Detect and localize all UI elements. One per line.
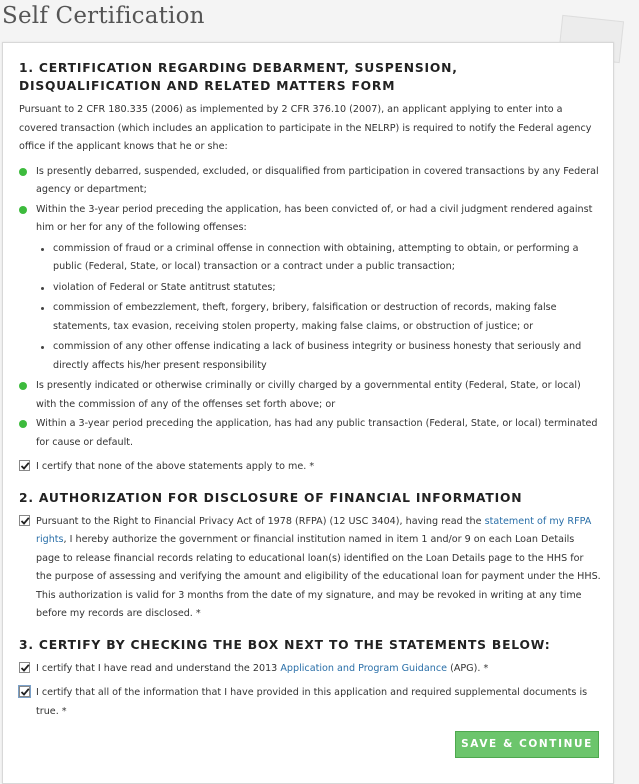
sub-bullet-text: violation of Federal or State antitrust statutes; [53,281,276,293]
rfpa-text-before: Pursuant to the Right to Financial Privacy Act of 1978 (RFPA) (12 USC 3404), having read the [36,515,485,527]
certify-none-row [19,458,601,477]
list-item [19,415,601,452]
list-item [36,338,601,375]
section1-heading: 1. CERTIFICATION REGARDING DEBARMENT, SUSPENSION, DISQUALIFICATION AND RELATED MATTERS FORM [19,61,458,93]
list-item [36,279,601,298]
section1-intro: Pursuant to 2 CFR 180.335 (2006) as implemented by 2 CFR 376.10 (2007), an applicant applying to enter into a covered transaction (which includes an application to participate in the NELRP) is required to notify the Federal agency office if the applicant knows that he or she: [19,104,592,152]
sub-bullet-text: commission of fraud or a criminal offense in connection with obtaining, attempting to obtain, or performing a public (Federal, State, or local) transaction or a contract under a public transaction; [53,242,579,272]
info-true-row [19,684,601,721]
certification-card [2,42,614,784]
sub-bullet-icon [41,307,44,310]
list-item [19,201,601,376]
info-true-label: I certify that all of the information that I have provided in this application and required supplemental documents is true. * [36,687,588,717]
rfpa-rights-link[interactable]: statement of my RFPA rights [36,515,592,545]
bullet-text: Is presently indicated or otherwise criminally or civilly charged by a governmental entity (Federal, State, or local) with the commission of any of the offenses set forth above; or [36,380,581,410]
rfpa-authorization-text [36,513,601,624]
list-item [36,240,601,277]
save-continue-button[interactable]: SAVE & CONTINUE [455,731,599,758]
list-item [19,163,601,200]
green-bullet-icon [19,420,27,428]
section3-heading: 3. CERTIFY BY CHECKING THE BOX NEXT TO THE STATEMENTS BELOW: [19,637,551,652]
bullet-text: Is presently debarred, suspended, excluded, or disqualified from participation in covered transactions by any Federal agency or department; [36,165,599,195]
sub-bullet-text: commission of any other offense indicating a lack of business integrity or business honesty that seriously and directly affects his/her present responsibility [53,341,582,371]
checkmark-icon [20,461,30,471]
rfpa-text-after: , I hereby authorize the government or financial institution named in item 1 and/or 9 on each Loan Details page to release financial records relating to educational loan(s) identified on the Loan Details page to the HHS for the purpose of assessing and verifying the amount and eligibility of the educational loan for payment under the HHS. This authorization is valid for 3 months from the date of my signature, and may be revoked in writing at any time before my records are disclosed. * [36,534,601,619]
certification-content [19,59,601,721]
certify-none-label: I certify that none of the above statements apply to me. * [36,461,315,472]
rfpa-authorization-checkbox[interactable] [19,515,30,526]
green-bullet-icon [19,168,27,176]
checkmark-icon [20,687,30,697]
apg-certify-row [19,660,601,679]
sub-bullet-icon [41,287,44,290]
bullet-text: Within a 3-year period preceding the application, has had any public transaction (Federal, State, or local) terminated for cause or default. [36,418,598,448]
sub-bullet-icon [41,346,44,349]
checkmark-icon [20,516,30,526]
section3 [19,636,601,722]
apg-guidance-link[interactable]: Application and Program Guidance [280,662,448,674]
apg-certify-text [36,660,601,679]
section2 [19,489,601,624]
green-bullet-icon [19,206,27,214]
bullet-text: Within the 3-year period preceding the application, has been convicted of, or had a civil judgment rendered against him or her for any of the following offenses: [36,203,593,233]
apg-text-after: (APG). * [447,662,489,674]
section1-bullet-list [19,163,601,453]
certify-none-checkbox[interactable] [19,460,30,471]
sub-bullet-icon [41,248,44,251]
list-item [36,299,601,336]
info-true-checkbox[interactable] [19,686,30,697]
rfpa-authorization-row [19,513,601,624]
apg-certify-checkbox[interactable] [19,662,30,673]
offense-sub-list [36,240,601,376]
page-title: Self Certification [2,3,205,29]
section2-heading: 2. AUTHORIZATION FOR DISCLOSURE OF FINANCIAL INFORMATION [19,490,523,505]
list-item [19,377,601,414]
green-bullet-icon [19,382,27,390]
checkmark-icon [20,663,30,673]
apg-text-before: I certify that I have read and understand the 2013 [36,662,281,674]
sub-bullet-text: commission of embezzlement, theft, forgery, bribery, falsification or destruction of records, making false statements, tax evasion, receiving stolen property, making false claims, or obstruction of justice; or [53,302,557,332]
